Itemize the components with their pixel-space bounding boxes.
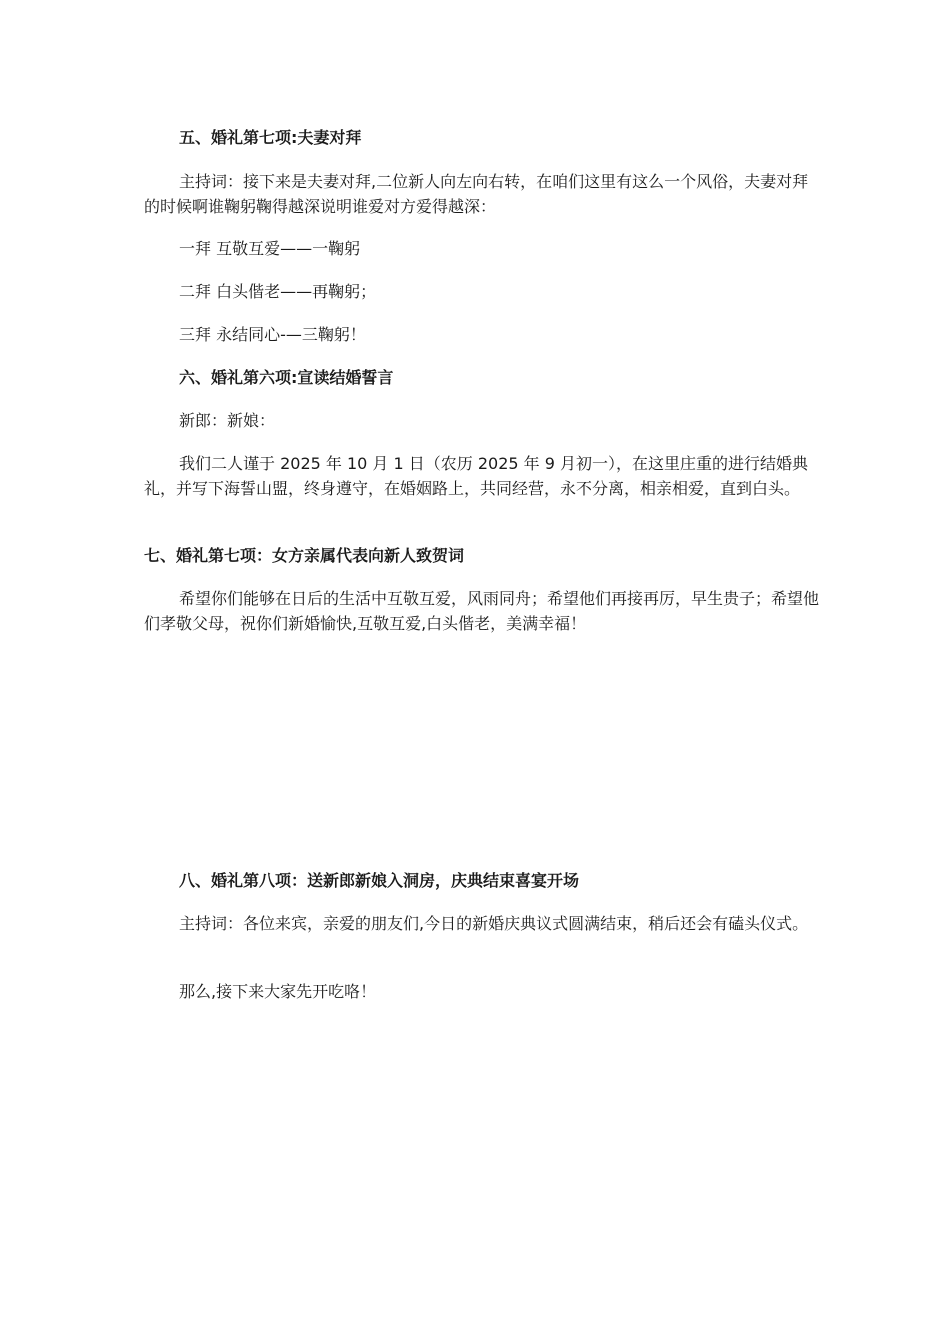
vow-speakers: 新郎：新娘： [179, 411, 276, 430]
document-page [144, 0, 820, 1344]
bow-line-1: 一拜 互敬互爱——一鞠躬 [179, 239, 361, 258]
section-heading-7: 七、婚礼第七项：女方亲属代表向新人致贺词 [144, 546, 465, 565]
closing-line: 那么,接下来大家先开吃咯！ [179, 982, 377, 1001]
section-heading-8: 八、婚礼第八项：送新郎新娘入洞房，庆典结束喜宴开场 [179, 871, 580, 890]
vow-text: 我们二人谨于 2025 年 10 月 1 日（农历 2025 年 9 月初一），在这里庄重的进行结婚典礼，并写下海誓山盟，终身遵守，在婚姻路上，共同经营，永不分离，相亲相爱，直到白头。 [144, 454, 809, 498]
section-heading-6: 六、婚礼第六项:宣读结婚誓言 [179, 368, 394, 387]
host-speech-bow: 主持词：接下来是夫妻对拜,二位新人向左向右转，在咱们这里有这么一个风俗，夫妻对拜的时候啊谁鞠躬鞠得越深说明谁爱对方爱得越深： [144, 172, 809, 216]
bow-line-3: 三拜 永结同心-—三鞠躬！ [179, 325, 366, 344]
congratulation-text: 希望你们能够在日后的生活中互敬互爱，风雨同舟；希望他们再接再厉，早生贵子；希望他们孝敬父母，祝你们新婚愉快,互敬互爱,白头偕老，美满幸福！ [144, 589, 820, 633]
bow-line-2: 二拜 白头偕老——再鞠躬； [179, 282, 377, 301]
section-heading-5: 五、婚礼第七项:夫妻对拜 [179, 128, 362, 147]
host-closing-speech: 主持词：各位来宾，亲爱的朋友们,今日的新婚庆典议式圆满结束，稍后还会有磕头仪式。 [179, 914, 809, 933]
